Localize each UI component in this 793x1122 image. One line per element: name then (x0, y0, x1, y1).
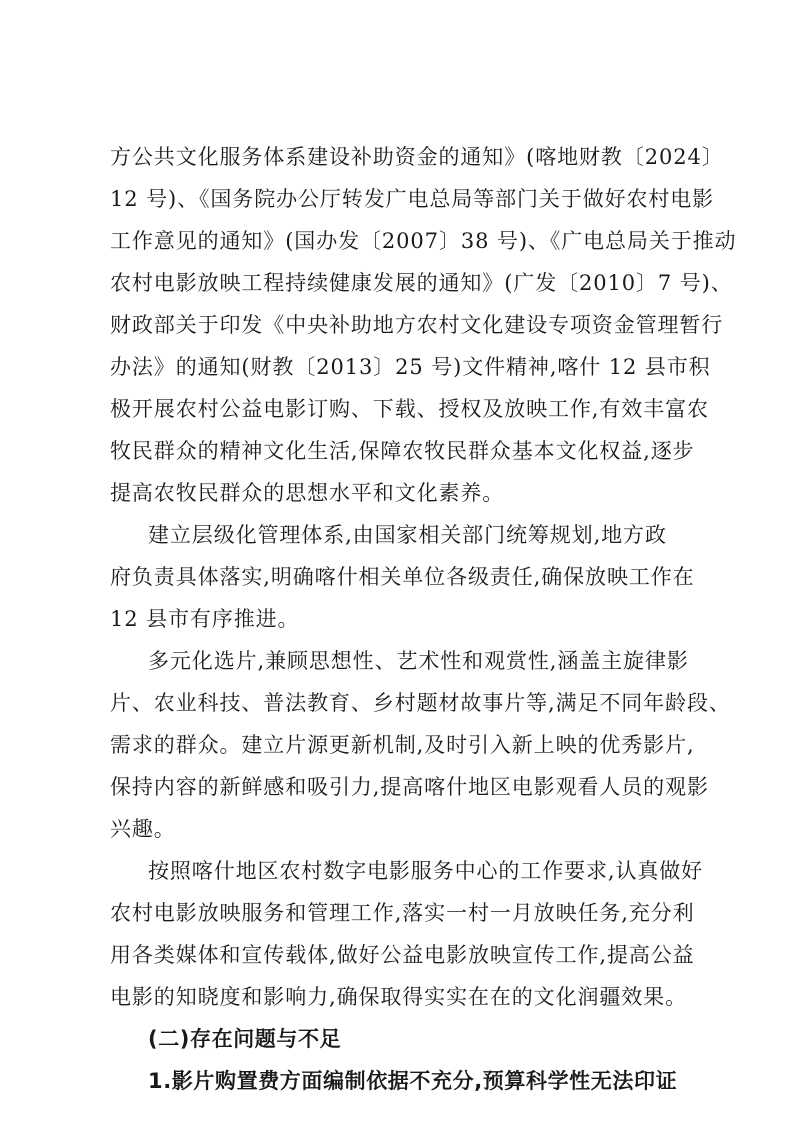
paragraph-1-line-5: 财政部关于印发《中央补助地方农村文化建设专项资金管理暂行 (110, 313, 724, 337)
paragraph-2-line-3: 12 县市有序推进。 (110, 607, 300, 631)
subsection-heading: 1.影片购置费方面编制依据不充分,预算科学性无法印证 (148, 1069, 678, 1093)
paragraph-3-line-1: 多元化选片,兼顾思想性、艺术性和观赏性,涵盖主旋律影 (148, 649, 689, 673)
paragraph-1-line-6: 办法》的通知(财教〔2013〕25 号)文件精神,喀什 12 县市积 (110, 355, 711, 379)
section-heading: (二)存在问题与不足 (148, 1027, 342, 1051)
paragraph-3-line-2: 片、农业科技、普法教育、乡村题材故事片等,满足不同年龄段、 (110, 691, 731, 715)
paragraph-1-line-9: 提高农牧民群众的思想水平和文化素养。 (110, 481, 505, 505)
paragraph-1-line-4: 农村电影放映工程持续健康发展的通知》(广发〔2010〕7 号)、 (110, 271, 733, 295)
paragraph-4-line-4: 电影的知晓度和影响力,确保取得实实在在的文化润疆效果。 (110, 985, 687, 1009)
paragraph-1-line-1: 方公共文化服务体系建设补助资金的通知》(喀地财教〔2024〕 (110, 145, 724, 169)
paragraph-3-line-4: 保持内容的新鲜感和吸引力,提高喀什地区电影观看人员的观影 (110, 775, 709, 799)
paragraph-2-line-1: 建立层级化管理体系,由国家相关部门统筹规划,地方政 (148, 523, 667, 547)
paragraph-2-line-2: 府负责具体落实,明确喀什相关单位各级责任,确保放映工作在 (110, 565, 695, 589)
paragraph-1-line-7: 极开展农村公益电影订购、下载、授权及放映工作,有效丰富农 (110, 397, 709, 421)
paragraph-4-line-1: 按照喀什地区农村数字电影服务中心的工作要求,认真做好 (148, 859, 704, 883)
paragraph-3-line-3: 需求的群众。建立片源更新机制,及时引入新上映的优秀影片, (110, 733, 695, 757)
paragraph-1-line-2: 12 号)、《国务院办公厅转发广电总局等部门关于做好农村电影 (110, 187, 715, 211)
paragraph-4-line-3: 用各类媒体和宣传载体,做好公益电影放映宣传工作,提高公益 (110, 943, 695, 967)
paragraph-1-line-8: 牧民群众的精神文化生活,保障农牧民群众基本文化权益,逐步 (110, 439, 695, 463)
paragraph-3-line-5: 兴趣。 (110, 817, 176, 841)
paragraph-1-line-3: 工作意见的通知》(国办发〔2007〕38 号)、《广电总局关于推动 (110, 229, 737, 253)
paragraph-4-line-2: 农村电影放映服务和管理工作,落实一村一月放映任务,充分利 (110, 901, 695, 925)
